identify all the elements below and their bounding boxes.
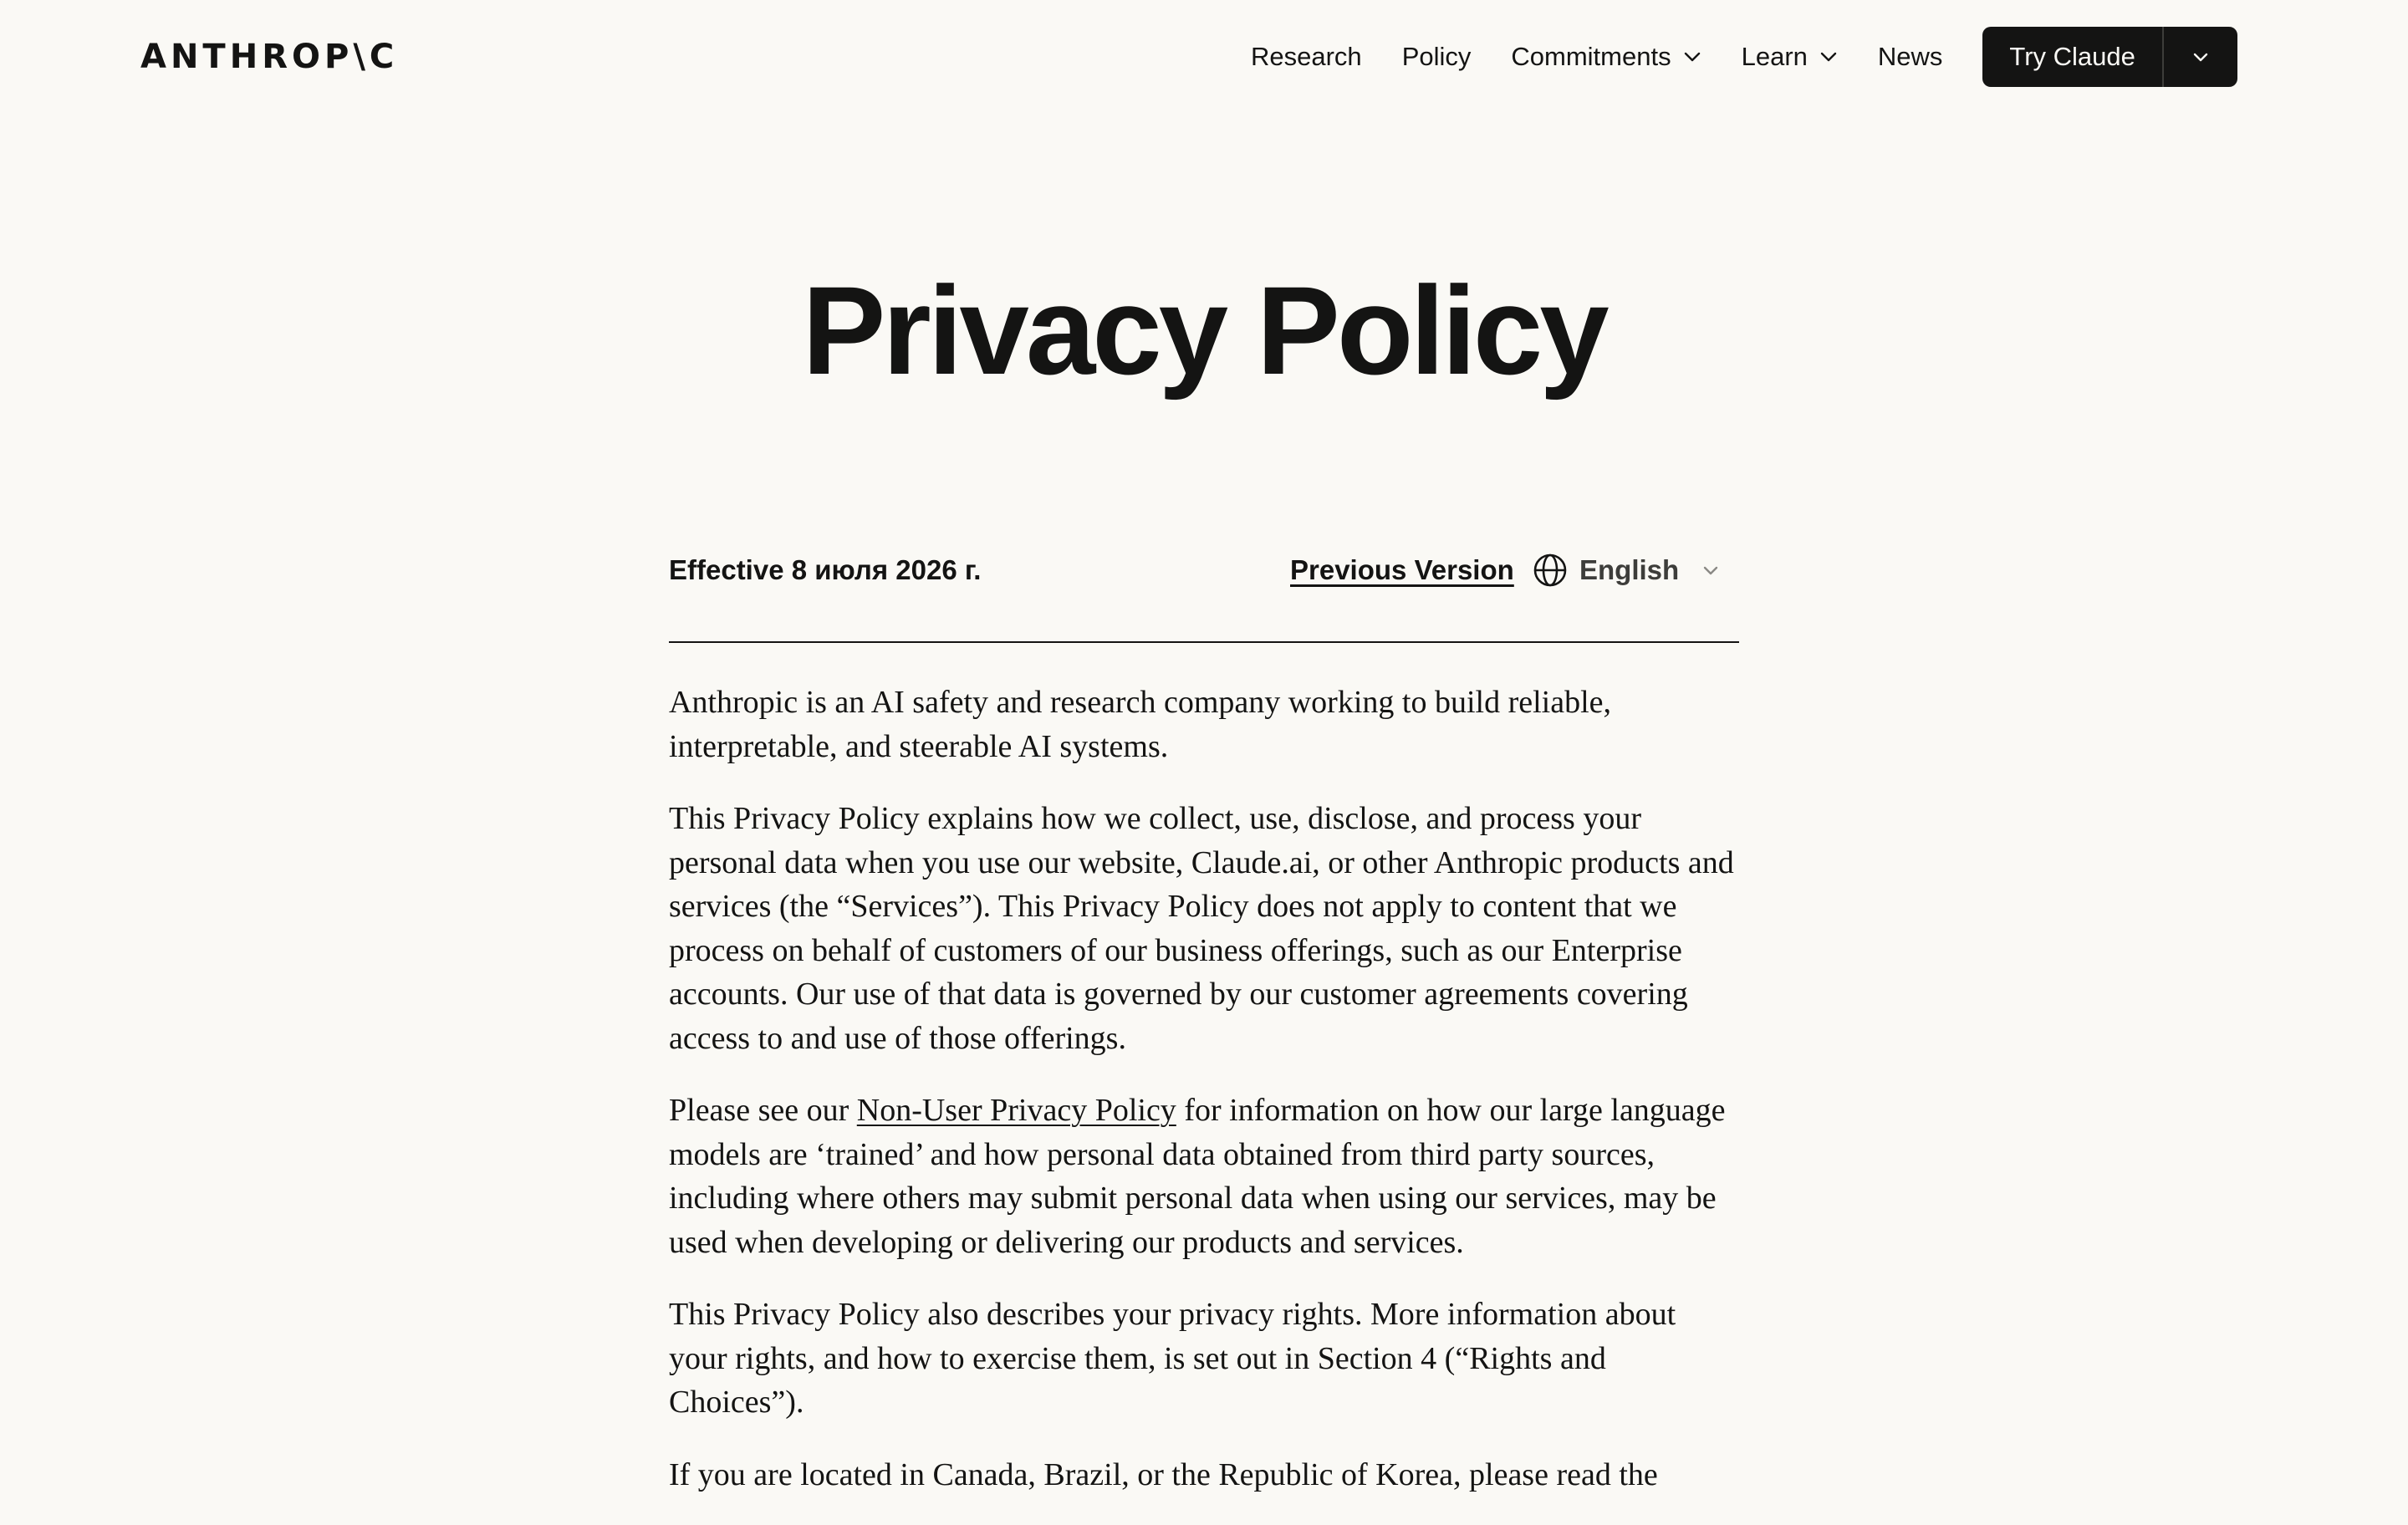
non-user-text-before: Please see our (669, 1093, 857, 1128)
chevron-down-icon (1819, 48, 1838, 66)
effective-label: Effective (669, 554, 784, 585)
main-nav (1251, 27, 2237, 87)
site-header (0, 0, 2408, 114)
chevron-down-icon (1701, 560, 1721, 580)
effective-date-value: 8 июля 2026 г. (791, 554, 982, 585)
previous-version-link[interactable]: Previous Version (1290, 554, 1514, 585)
try-claude-button-group (1982, 27, 2237, 87)
nav-learn-label: Learn (1741, 42, 1808, 71)
divider (669, 641, 1739, 643)
nav-commitments[interactable] (1511, 42, 1701, 72)
anthropic-logo[interactable]: ANTHROP\C (140, 38, 399, 76)
region-paragraph: If you are located in Canada, Brazil, or the Republic of Korea, please read the (669, 1456, 1658, 1492)
nav-news[interactable]: News (1877, 42, 1943, 71)
nav-commitments-label: Commitments (1511, 42, 1671, 71)
language-label: English (1579, 554, 1680, 585)
non-user-text-after: for information on how our large language models are ‘trained’ and how personal data obtained from third party sources, including where others may submit personal data when using our services, may be used when developing or delivering our products and services. (669, 1093, 1726, 1260)
chevron-down-icon (2191, 47, 2211, 67)
rights-paragraph: This Privacy Policy also describes your privacy rights. More information about your rights, and how to exercise them, is set out in Section 4 (“Rights and Choices”). (669, 1297, 1676, 1420)
nav-learn[interactable] (1742, 42, 1838, 72)
policy-meta-row (669, 545, 1739, 595)
try-claude-dropdown-button[interactable] (2164, 27, 2237, 87)
chevron-down-icon (1683, 48, 1701, 66)
nav-policy[interactable]: Policy (1401, 42, 1472, 71)
try-claude-button[interactable]: Try Claude (2009, 42, 2135, 71)
globe-icon (1533, 553, 1568, 588)
language-select[interactable] (1533, 552, 1721, 589)
nav-research[interactable]: Research (1251, 42, 1362, 71)
scope-paragraph: This Privacy Policy explains how we collect, use, disclose, and process your personal data when you use our website, Claude.ai, or other Anthropic products and services (the “Services”). This Privacy Policy does not apply to content that we process on behalf of customers of our business offerings, such as our Enterprise accounts. Our use of that data is governed by our customer agreements covering access to and use of those offerings. (669, 801, 1734, 1056)
page-title: Privacy Policy (802, 260, 1606, 400)
non-user-privacy-policy-link[interactable]: Non-User Privacy Policy (856, 1093, 1176, 1128)
intro-paragraph: Anthropic is an AI safety and research company working to build reliable, interpretable, and steerable AI systems. (669, 685, 1611, 764)
non-user-paragraph (669, 1089, 1739, 1264)
policy-content (669, 681, 1739, 1525)
effective-date (669, 553, 981, 587)
